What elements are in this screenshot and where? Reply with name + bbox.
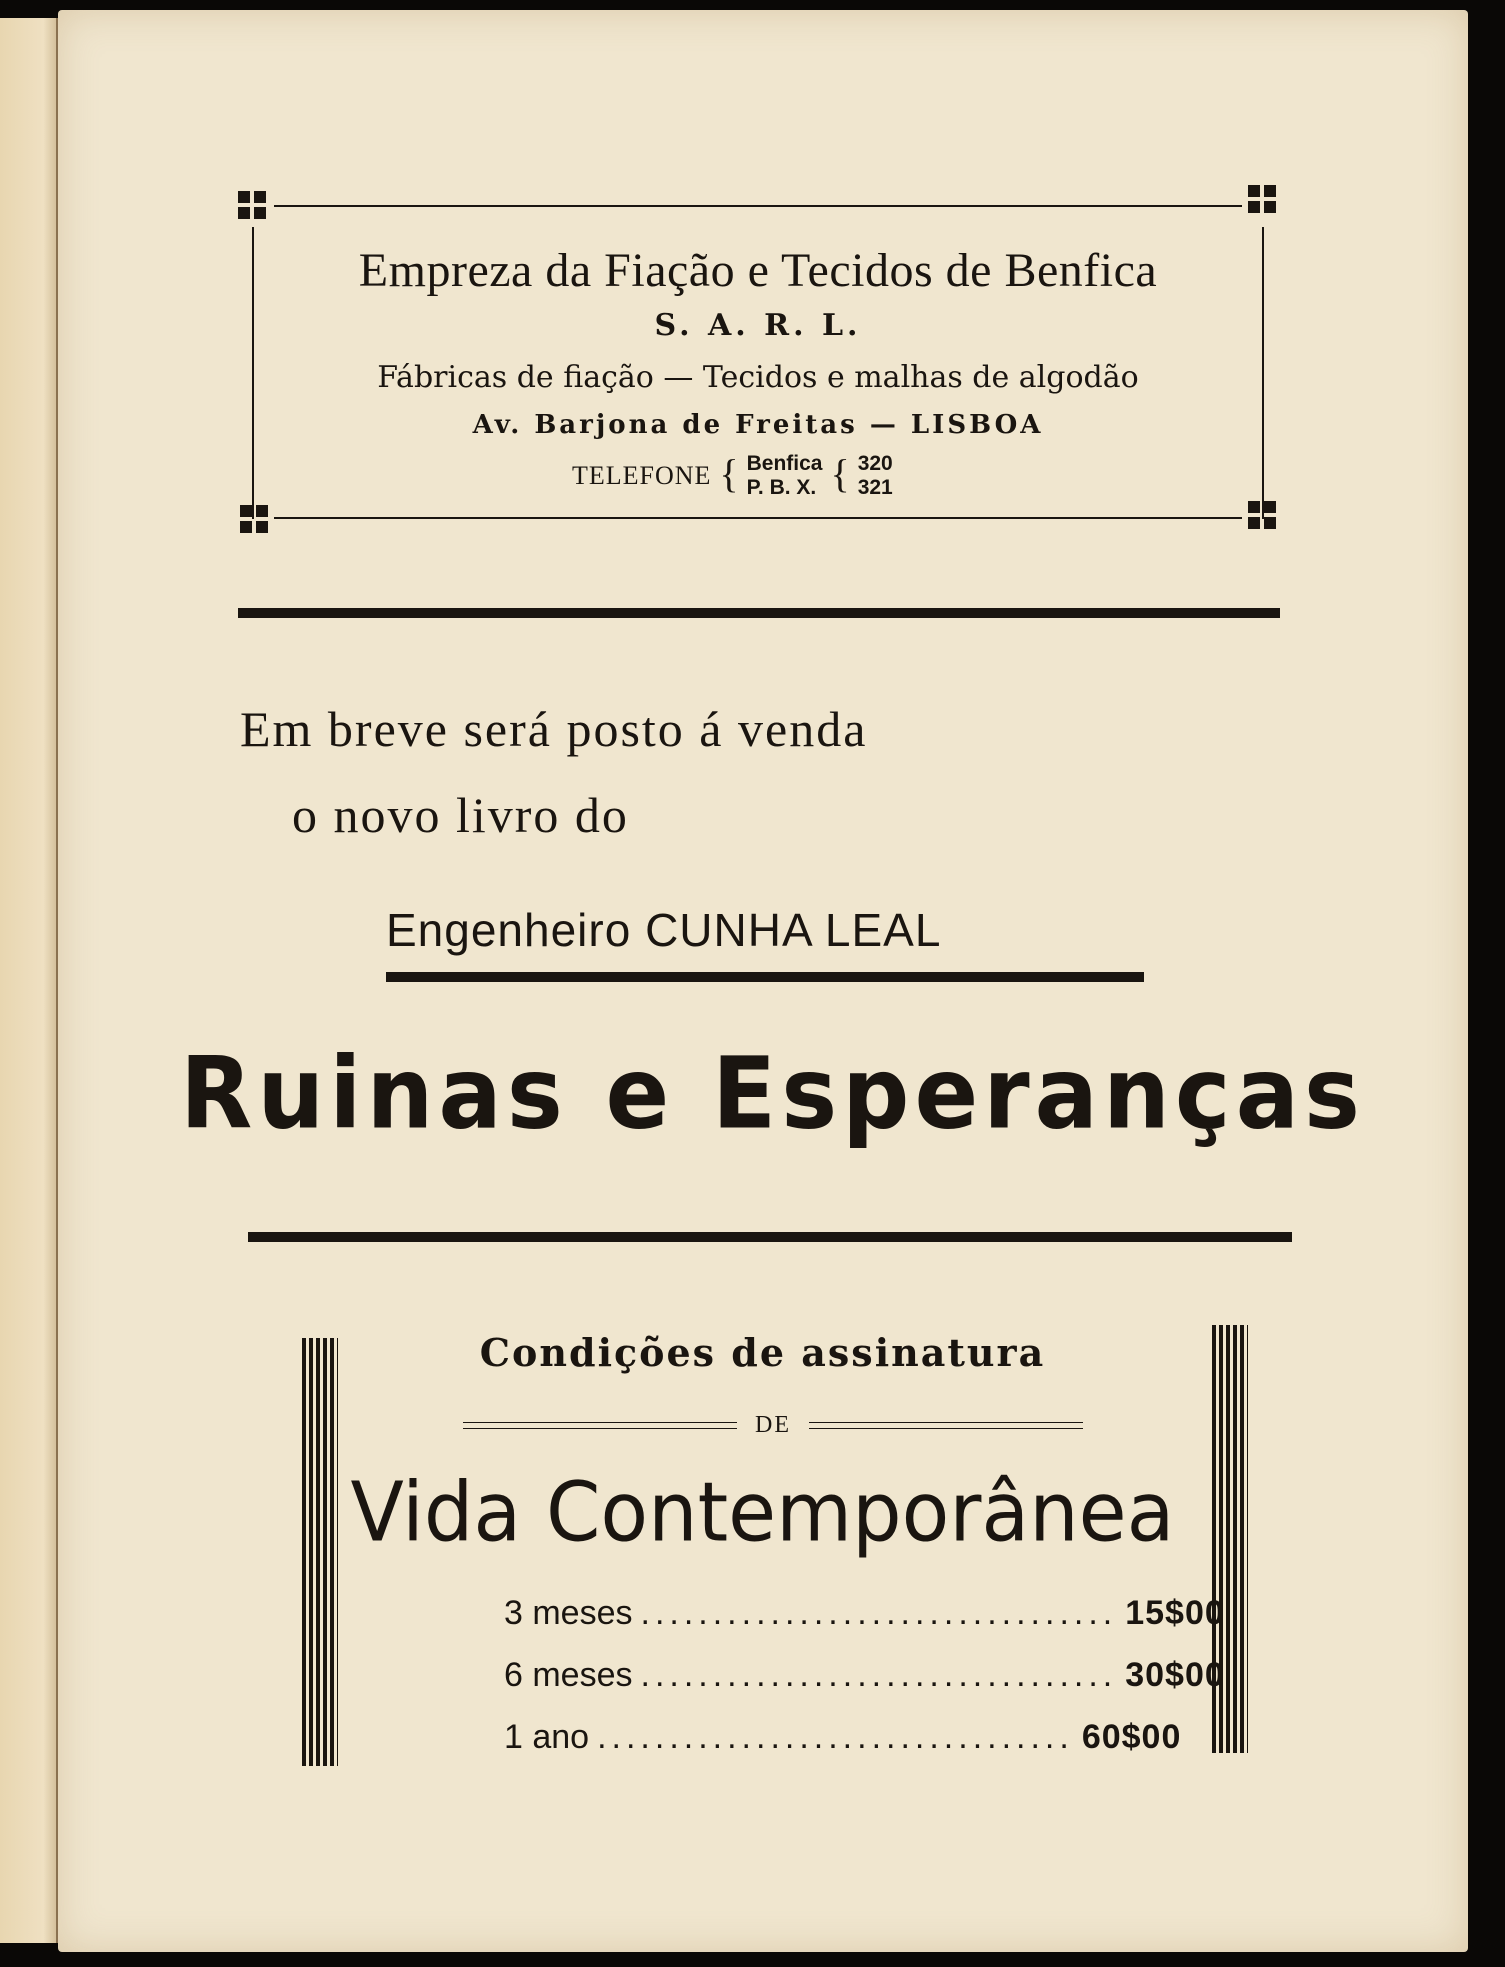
subscription-title: Condições de assinatura: [479, 1330, 1046, 1375]
rate-price: 60$00: [1081, 1718, 1182, 1756]
telephone-number: 320: [857, 452, 893, 475]
company-products: Fábricas de fiação — Tecidos e malhas de algodão: [377, 360, 1139, 395]
telephone-names: [747, 452, 823, 500]
leader-dots: .................................: [597, 1718, 1074, 1756]
rate-row: [504, 1594, 1225, 1638]
legal-form: S. A. R. L.: [654, 308, 862, 343]
left-brace-icon: {: [719, 451, 739, 496]
company-advertisement: [252, 205, 1264, 523]
telephone-block: [572, 448, 893, 504]
corner-ornament-bottom-left: [240, 505, 270, 535]
announcement-line-2: o novo livro do: [292, 787, 629, 843]
rate-row: [504, 1656, 1225, 1700]
telephone-name: Benfica: [746, 452, 823, 475]
right-brace-icon: {: [830, 451, 850, 496]
telephone-label: TELEFONE: [572, 461, 712, 490]
connector-row: [463, 1410, 1083, 1440]
rate-term: 1 ano: [504, 1718, 590, 1756]
rate-term: 6 meses: [504, 1656, 633, 1694]
book-author: Engenheiro CUNHA LEAL: [386, 904, 942, 956]
connector-text: DE: [755, 1411, 791, 1438]
telephone-name: P. B. X.: [746, 476, 817, 499]
company-name: Empreza da Fiação e Tecidos de Benfica: [358, 244, 1158, 297]
magazine-title: Vida Contemporânea: [350, 1465, 1175, 1561]
leader-dots: .................................: [640, 1656, 1118, 1694]
corner-ornament-top-right: [1248, 185, 1278, 215]
rate-price: 15$00: [1125, 1594, 1225, 1632]
box-top-border: [274, 205, 1242, 207]
previous-page-edge: [0, 18, 62, 1943]
connector-line-right: [809, 1422, 1083, 1429]
divider-rule-top: [238, 608, 1280, 618]
connector-line-left: [463, 1422, 737, 1429]
divider-rule-bottom: [248, 1232, 1292, 1242]
corner-ornament-top-left: [238, 191, 268, 221]
box-bottom-border: [274, 517, 1242, 519]
telephone-number: 321: [857, 476, 893, 499]
author-underline: [386, 972, 1144, 982]
corner-ornament-bottom-right: [1248, 501, 1278, 531]
rate-row: [504, 1718, 1182, 1762]
book-title: Ruinas e Esperanças: [179, 1037, 1366, 1152]
announcement-line-1: Em breve será posto á venda: [240, 701, 868, 757]
telephone-numbers: [858, 452, 893, 500]
company-address: Av. Barjona de Freitas — LISBOA: [472, 410, 1044, 440]
rate-price: 30$00: [1125, 1656, 1225, 1694]
rate-term: 3 meses: [504, 1594, 633, 1632]
leader-dots: .................................: [640, 1594, 1118, 1632]
